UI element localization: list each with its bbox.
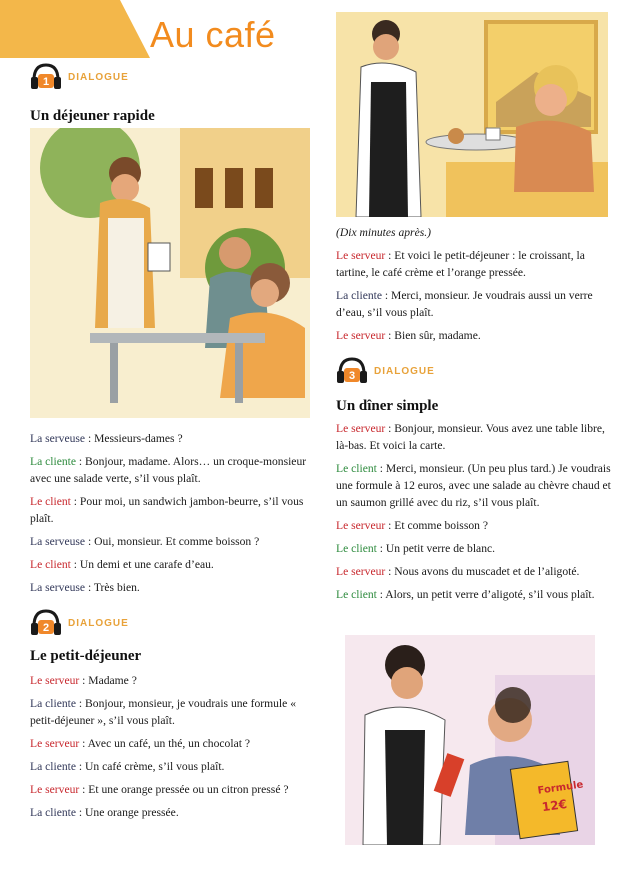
illustration-quick-lunch [30, 128, 310, 418]
speaker-name: Le serveur [336, 565, 386, 578]
speaker-name: La cliente [336, 289, 383, 302]
speaker-name: La serveuse [30, 581, 86, 594]
line-text: : Et voici le petit-déjeuner : le croissant, la tartine, le café crème et l’orange pressée. [336, 249, 585, 279]
dialogue-line [336, 327, 611, 344]
illustration-breakfast [336, 12, 608, 217]
dialogue-label: DIALOGUE [68, 71, 129, 83]
dialogue-line [336, 563, 611, 580]
dialogue-line [30, 781, 315, 798]
line-text: : Messieurs-dames ? [85, 432, 183, 445]
speaker-name: Le client [336, 462, 377, 475]
speaker-name: La cliente [30, 760, 77, 773]
dialogue-line [336, 586, 611, 603]
speaker-name: La cliente [30, 697, 77, 710]
line-text: : Merci, monsieur. (Un peu plus tard.) Je voudrais une formule à 12 euros, avec une salade au chèvre chaud et un saumon grillé avec du riz, s’il vous plaît. [336, 462, 611, 509]
dialogue-number: 1 [42, 76, 50, 88]
corner-accent [0, 0, 150, 58]
dialogue-label: DIALOGUE [374, 365, 435, 377]
line-text: : Bonjour, madame. Alors… un croque-monsieur avec une salade verte, s’il vous plaît. [30, 455, 307, 485]
headphones-icon [30, 608, 62, 638]
line-text: : Oui, monsieur. Et comme boisson ? [85, 535, 260, 548]
dialogue-1-lines [30, 430, 315, 602]
line-text: : Bonjour, monsieur, je voudrais une formule « petit-déjeuner », s’il vous plaît. [30, 697, 296, 727]
dialogue-label: DIALOGUE [68, 617, 129, 629]
headphones-icon [30, 62, 62, 92]
line-text: : Bien sûr, madame. [385, 329, 481, 342]
dialogue-3-header [336, 356, 435, 386]
menu-card-line1: Formule [536, 779, 585, 797]
dialogue-2-header [30, 608, 129, 638]
dialogue-3-title: Un dîner simple [336, 398, 439, 414]
speaker-name: Le serveur [336, 422, 386, 435]
speaker-name: Le serveur [336, 249, 386, 262]
dialogue-number: 3 [348, 370, 356, 382]
dialogue-line [30, 695, 315, 729]
dialogue-line [336, 517, 611, 534]
speaker-name: Le serveur [336, 519, 386, 532]
headphones-icon [336, 356, 368, 386]
speaker-name: Le serveur [30, 674, 80, 687]
dialogue-line [336, 420, 611, 454]
dialogue-3-lines [336, 420, 611, 609]
dialogue-line [30, 579, 315, 596]
speaker-name: Le client [336, 542, 377, 555]
dialogue-line [30, 758, 315, 775]
dialogue-2-lines [30, 672, 315, 827]
dialogue-1-header [30, 62, 129, 92]
line-text: : Pour moi, un sandwich jambon-beurre, s’il vous plaît. [30, 495, 304, 525]
speaker-name: La serveuse [30, 432, 86, 445]
dialogue-2-continuation [336, 224, 611, 350]
dialogue-line [30, 804, 315, 821]
line-text: : Nous avons du muscadet et de l’aligoté. [385, 565, 580, 578]
speaker-name: Le client [336, 588, 377, 601]
dialogue-number: 2 [42, 622, 50, 634]
speaker-name: Le client [30, 558, 71, 571]
dialogue-line [30, 556, 315, 573]
speaker-name: Le serveur [336, 329, 386, 342]
dialogue-line [336, 287, 611, 321]
dialogue-line [336, 460, 611, 511]
speaker-name: Le serveur [30, 783, 80, 796]
speaker-name: La serveuse [30, 535, 86, 548]
stage-direction: (Dix minutes après.) [336, 226, 431, 239]
menu-card-line2: 12€ [541, 796, 568, 815]
line-text: : Madame ? [79, 674, 137, 687]
line-text: : Et comme boisson ? [385, 519, 488, 532]
line-text: : Bonjour, monsieur. Vous avez une table libre, là-bas. Et voici la carte. [336, 422, 605, 452]
dialogue-line [30, 430, 315, 447]
illustration-dinner [345, 635, 595, 845]
line-text: : Et une orange pressée ou un citron pressé ? [79, 783, 289, 796]
speaker-name: Le serveur [30, 737, 80, 750]
line-text: : Très bien. [85, 581, 140, 594]
line-text: : Une orange pressée. [76, 806, 179, 819]
dialogue-line [30, 735, 315, 752]
dialogue-1-title: Un déjeuner rapide [30, 108, 155, 124]
line-text: : Avec un café, un thé, un chocolat ? [79, 737, 250, 750]
speaker-name: La cliente [30, 806, 77, 819]
dialogue-line [30, 453, 315, 487]
dialogue-line [30, 533, 315, 550]
dialogue-line [30, 672, 315, 689]
line-text: : Merci, monsieur. Je voudrais aussi un verre d’eau, s’il vous plaît. [336, 289, 593, 319]
line-text: : Un café crème, s’il vous plaît. [76, 760, 225, 773]
dialogue-line [336, 540, 611, 557]
dialogue-line [30, 493, 315, 527]
page-title: Au café [150, 14, 276, 55]
dialogue-line [336, 247, 611, 281]
line-text: : Un petit verre de blanc. [376, 542, 496, 555]
speaker-name: Le client [30, 495, 71, 508]
dialogue-2-title: Le petit-déjeuner [30, 648, 142, 664]
line-text: : Un demi et une carafe d’eau. [70, 558, 214, 571]
line-text: : Alors, un petit verre d’aligoté, s’il vous plaît. [376, 588, 595, 601]
speaker-name: La cliente [30, 455, 77, 468]
